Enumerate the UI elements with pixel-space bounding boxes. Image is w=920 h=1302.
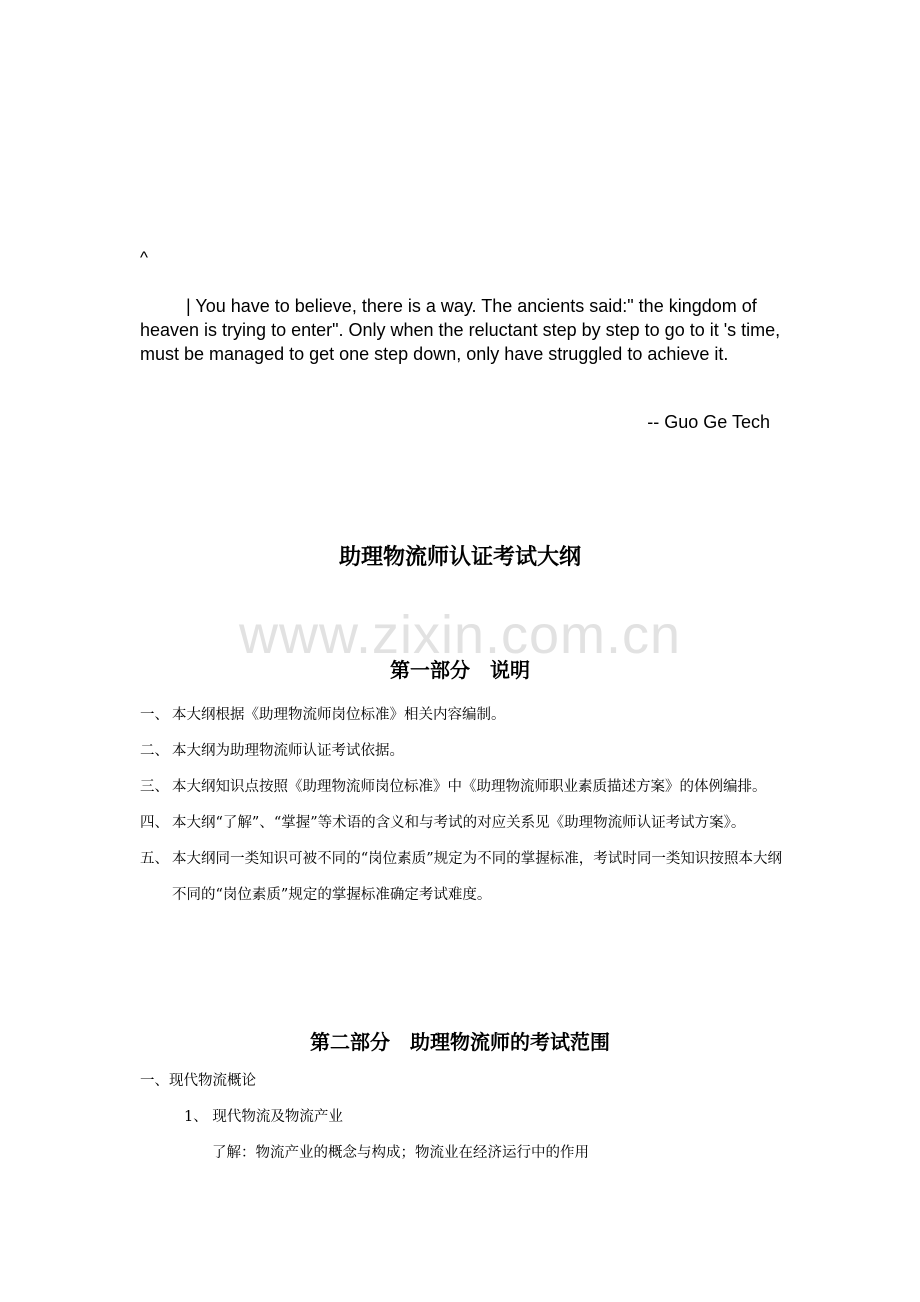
part2-heading: 第二部分 助理物流师的考试范围 <box>310 1030 610 1054</box>
list-item <box>140 841 782 913</box>
part1-heading: 第一部分 说明 <box>390 658 530 682</box>
motivational-quote: | You have to believe, there is a way. The ancients said:" the kingdom of heaven is trying to enter". Only when the reluctant step by step to go to it 's time, must be managed to get one step down, only have struggled to achieve it. <box>140 296 781 364</box>
chapter-heading: 一、现代物流概论 <box>140 1073 256 1089</box>
list-item-text: 本大纲为助理物流师认证考试依据。 <box>172 743 404 759</box>
list-item <box>140 733 782 769</box>
requirement-text: 了解：物流产业的概念与构成；物流业在经济运行中的作用 <box>212 1145 589 1161</box>
list-item-number: 四、 <box>140 815 169 831</box>
subsection-heading: 1、 现代物流及物流产业 <box>184 1109 343 1125</box>
list-item-text: 本大纲“了解”、“掌握”等术语的含义和与考试的对应关系见《助理物流师认证考试方案》。 <box>172 815 746 831</box>
document-title: 助理物流师认证考试大纲 <box>338 545 581 570</box>
list-item-number: 一、 <box>140 707 169 723</box>
list-item-text: 本大纲根据《助理物流师岗位标准》相关内容编制。 <box>172 707 506 723</box>
list-item <box>140 769 782 805</box>
list-item <box>140 805 782 841</box>
list-item-number: 三、 <box>140 779 169 795</box>
explanation-list <box>140 697 782 913</box>
watermark: www.zixin.com.cn <box>238 605 682 665</box>
caret-mark: ^ <box>140 248 148 267</box>
list-item-text: 本大纲知识点按照《助理物流师岗位标准》中《助理物流师职业素质描述方案》的体例编排。 <box>172 779 767 795</box>
list-item-number: 二、 <box>140 743 169 759</box>
list-item-number: 五、 <box>140 851 169 867</box>
list-item-text: 本大纲同一类知识可被不同的“岗位素质”规定为不同的掌握标准，考试时同一类知识按照本大纲不同的“岗位素质”规定的掌握标准确定考试难度。 <box>172 851 782 903</box>
list-item <box>140 697 782 733</box>
quote-attribution: -- Guo Ge Tech <box>647 412 770 432</box>
